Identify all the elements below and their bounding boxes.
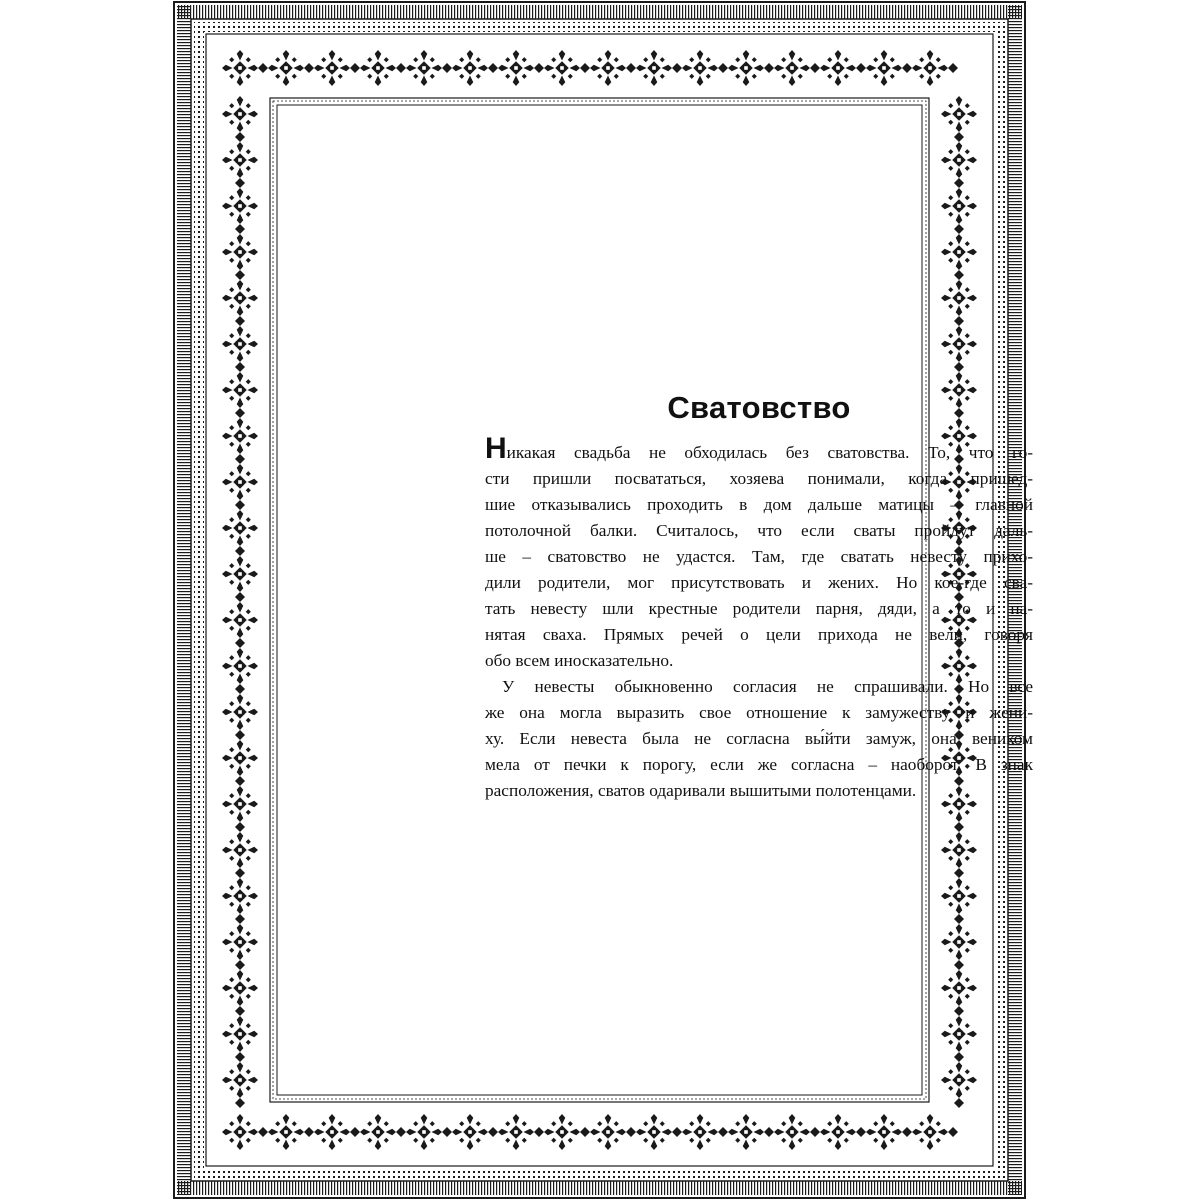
paragraph-1-line: Никакая свадьба не обходилась без сватовства. То, что го-: [485, 432, 1033, 465]
paragraph-2: [485, 674, 1033, 804]
page-title: Сватовство: [667, 390, 851, 425]
paragraph-2-line: расположения, сватов одаривали вышитыми полотенцами.: [485, 781, 917, 800]
paragraph-1-line: ше – сватовство не удастся. Там, где сватать невесту прихо-: [485, 547, 1033, 566]
paragraph-1: [485, 432, 1033, 674]
paragraph-1-line: дили родители, мог присутствовать и жених. Но кое-где сва-: [485, 573, 1033, 592]
paragraph-1-line: потолочной балки. Считалось, что если сваты пройдут даль-: [485, 521, 1033, 540]
paragraph-2-line: У невесты обыкновенно согласия не спрашивали. Но все: [502, 677, 1033, 696]
paragraph-2-line: мела от печки к порогу, если же согласна – наоборот. В знак: [485, 755, 1033, 774]
paragraph-2-line: ху. Если невеста была не согласна вы́йти замуж, она веником: [485, 729, 1033, 748]
paragraph-1-line: нятая сваха. Прямых речей о цели прихода не вели, говоря: [485, 625, 1033, 644]
paragraph-1-line: обо всем иносказательно.: [485, 651, 674, 670]
page-content: [485, 390, 1033, 804]
drop-cap: Н: [485, 432, 507, 465]
paragraph-1-line: тать невесту шли крестные родители парня, дяди, а то и на-: [485, 599, 1033, 618]
book-page: [172, 0, 1033, 1200]
paragraph-1-line: сти пришли посвататься, хозяева понимали, когда пришед-: [485, 469, 1033, 488]
paragraph-2-line: же она могла выразить свое отношение к замужеству и жени-: [485, 703, 1033, 722]
paragraph-1-line: шие отказывались проходить в дом дальше матицы – главной: [485, 495, 1033, 514]
